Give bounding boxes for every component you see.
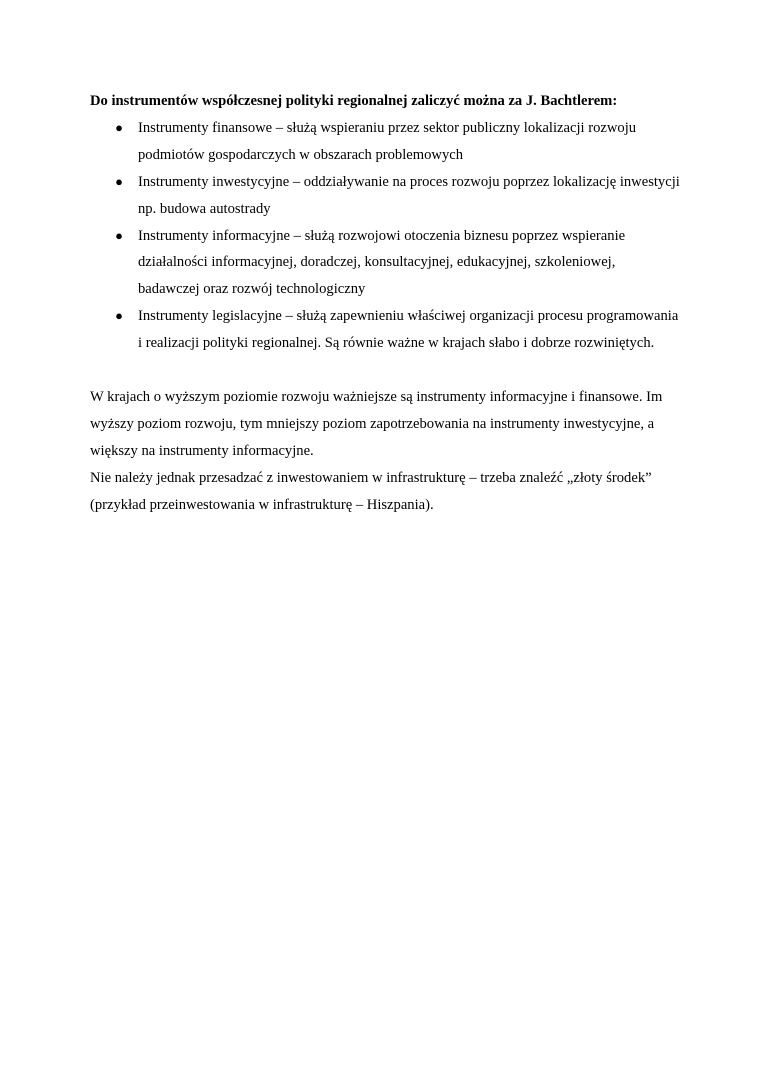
- body-paragraph: W krajach o wyższym poziomie rozwoju ważniejsze są instrumenty informacyjne i finansowe. Im wyższy poziom rozwoju, tym mniejszy poziom zapotrzebowania na instrumenty inwestycyjne, a większy na instrumenty informacyjne.: [90, 388, 663, 459]
- list-item-text: Instrumenty inwestycyjne – oddziaływanie na proces rozwoju poprzez lokalizację inwestycji np. budowa autostrady: [138, 173, 680, 217]
- list-item: [90, 115, 680, 169]
- bullet-icon: ●: [115, 119, 123, 135]
- bullet-icon: ●: [115, 227, 123, 243]
- bullet-icon: ●: [115, 173, 123, 189]
- list-item-text: Instrumenty informacyjne – służą rozwojowi otoczenia biznesu poprzez wspieranie działalności informacyjnej, doradczej, konsultacyjnej, edukacyjnej, szkoleniowej, badawczej oraz rozwój technologiczny: [138, 227, 626, 298]
- bullet-icon: ●: [115, 308, 123, 324]
- document-heading: Do instrumentów współczesnej polityki regionalnej zaliczyć można za J. Bachtlerem:: [90, 93, 618, 109]
- instrument-list: [90, 115, 680, 357]
- list-item: [90, 223, 680, 304]
- paragraph-spacer: [90, 357, 680, 384]
- document-body: [90, 88, 680, 518]
- list-item-text: Instrumenty finansowe – służą wspieraniu przez sektor publiczny lokalizacji rozwoju podmiotów gospodarczych w obszarach problemowych: [138, 119, 637, 163]
- body-paragraph: Nie należy jednak przesadzać z inwestowaniem w infrastrukturę – trzeba znaleźć „złoty środek” (przykład przeinwestowania w infrastrukturę – Hiszpania).: [90, 469, 652, 513]
- list-item: [90, 303, 680, 357]
- list-item-text: Instrumenty legislacyjne – służą zapewnieniu właściwej organizacji procesu programowania i realizacji polityki regionalnej. Są równie ważne w krajach słabo i dobrze rozwiniętych.: [138, 308, 679, 352]
- list-item: [90, 169, 680, 223]
